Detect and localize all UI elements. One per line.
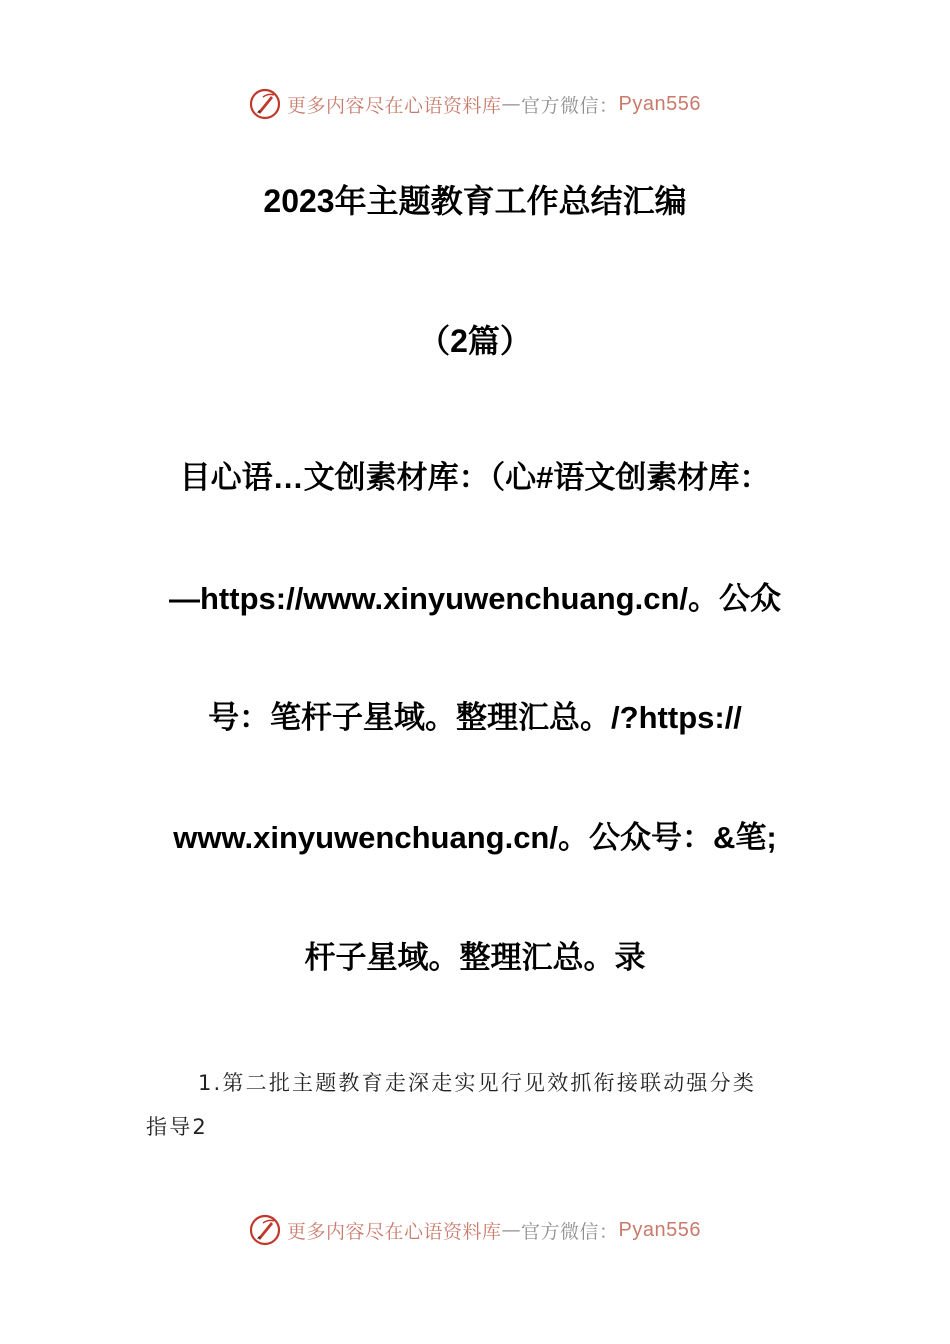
banner-main-text: 更多内容尽在心语资料库 [287,1220,502,1243]
banner-sub-text: 官方微信： [521,94,619,117]
pen-feather-logo-icon [249,88,281,120]
document-subtitle: （2篇） [418,323,532,359]
toc-entry-text: 1.第二批主题教育走深走实见行见效抓衔接联动强分类 [198,1071,757,1095]
banner-sub-text: 官方微信： [521,1220,619,1243]
toc-heading-line-2: —https://www.xinyuwenchuang.cn/。公众 [169,581,781,616]
banner-dash: — [501,1219,522,1241]
document-title: 2023年主题教育工作总结汇编 [263,183,687,219]
toc-heading-line-4: www.xinyuwenchuang.cn/。公众号：&笔; [173,820,777,855]
banner-wechat-id: Pyan556 [618,1218,701,1241]
toc-heading-line-1: 目心语…文创素材库：（心#语文创素材库： [179,460,771,495]
toc-entry[interactable] [146,1061,806,1149]
banner-dash: — [501,93,522,115]
footer-banner [0,1210,950,1250]
pen-feather-logo-icon [249,1214,281,1246]
toc-entry-continuation: 指导2 [146,1115,208,1139]
banner-main-text: 更多内容尽在心语资料库 [287,94,502,117]
banner-wechat-id: Pyan556 [618,92,701,115]
header-banner [0,84,950,124]
toc-heading-line-3: 号：笔杆子星域。整理汇总。/?https:// [208,700,742,735]
toc-heading-line-5: 杆子星域。整理汇总。录 [304,940,646,975]
